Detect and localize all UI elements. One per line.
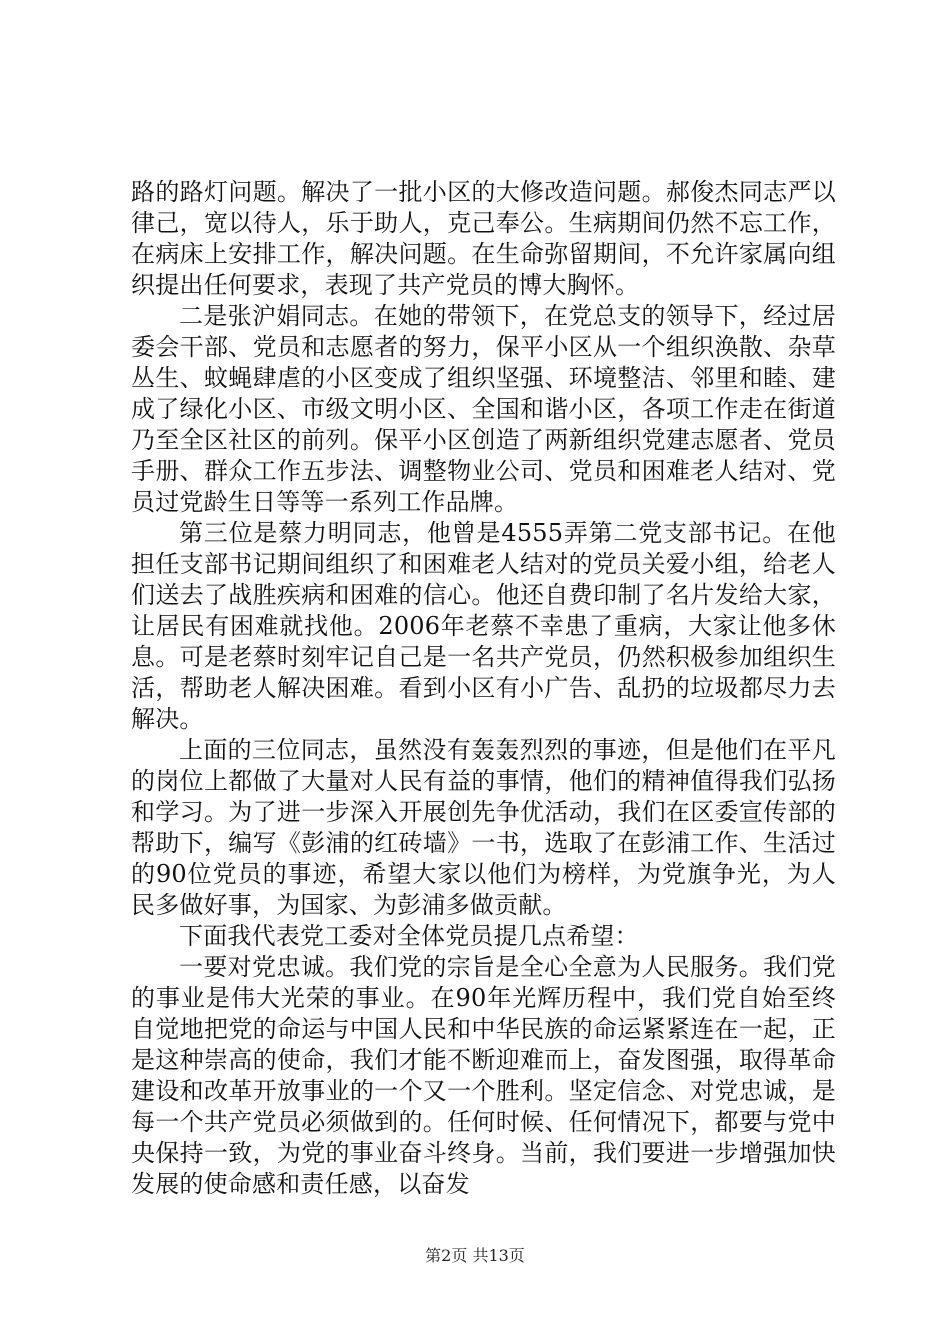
document-body [131,177,836,1200]
paragraph-5: 下面我代表党工委对全体党员提几点希望： [179,922,639,950]
paragraph-2: 二是张沪娟同志。在她的带领下，在党总支的领导下，经过居委会干部、党员和志愿者的努力，保平小区从一个组织涣散、杂草丛生、蚊蝇肆虐的小区变成了组织坚强、环境整洁、邻里和睦、建成了绿化小区、市级文明小区、全国和谐小区，各项工作走在街道乃至全区社区的前列。保平小区创造了两新组织党建志愿者、党员手册、群众工作五步法、调整物业公司、党员和困难老人结对、党员过党龄生日等等一系列工作品牌。 [131,302,836,516]
paragraph-3: 第三位是蔡力明同志，他曾是4555弄第二党支部书记。在他担任支部书记期间组织了和困难老人结对的党员关爱小组，给老人们送去了战胜疾病和困难的信心。他还自费印制了名片发给大家，让居民有困难就找他。2006年老蔡不幸患了重病，大家让他多休息。可是老蔡时刻牢记自己是一名共产党员，仍然积极参加组织生活，帮助老人解决困难。看到小区有小广告、乱扔的垃圾都尽力去解决。 [131,519,836,733]
paragraph-4: 上面的三位同志，虽然没有轰轰烈烈的事迹，但是他们在平凡的岗位上都做了大量对人民有益的事情，他们的精神值得我们弘扬和学习。为了进一步深入开展创先争优活动，我们在区委宣传部的帮助下，编写《彭浦的红砖墙》一书，选取了在彭浦工作、生活过的90位党员的事迹，希望大家以他们为榜样，为党旗争光，为人民多做好事，为国家、为彭浦多做贡献。 [131,736,836,919]
paragraph-6: 一要对党忠诚。我们党的宗旨是全心全意为人民服务。我们党的事业是伟大光荣的事业。在90年光辉历程中，我们党自始至终自觉地把党的命运与中国人民和中华民族的命运紧紧连在一起，正是这种崇高的使命，我们才能不断迎难而上，奋发图强，取得革命建设和改革开放事业的一个又一个胜利。坚定信念、对党忠诚，是每一个共产党员必须做到的。任何时候、任何情况下，都要与党中央保持一致，为党的事业奋斗终身。当前，我们要进一步增强加快发展的使命感和责任感，以奋发 [131,953,836,1198]
paragraph-1: 路的路灯问题。解决了一批小区的大修改造问题。郝俊杰同志严以律己，宽以待人，乐于助人，克己奉公。生病期间仍然不忘工作，在病床上安排工作，解决问题。在生命弥留期间，不允许家属向组织提出任何要求，表现了共产党员的博大胸怀。 [131,178,836,299]
page-number-footer: 第2页 共13页 [425,1246,525,1265]
